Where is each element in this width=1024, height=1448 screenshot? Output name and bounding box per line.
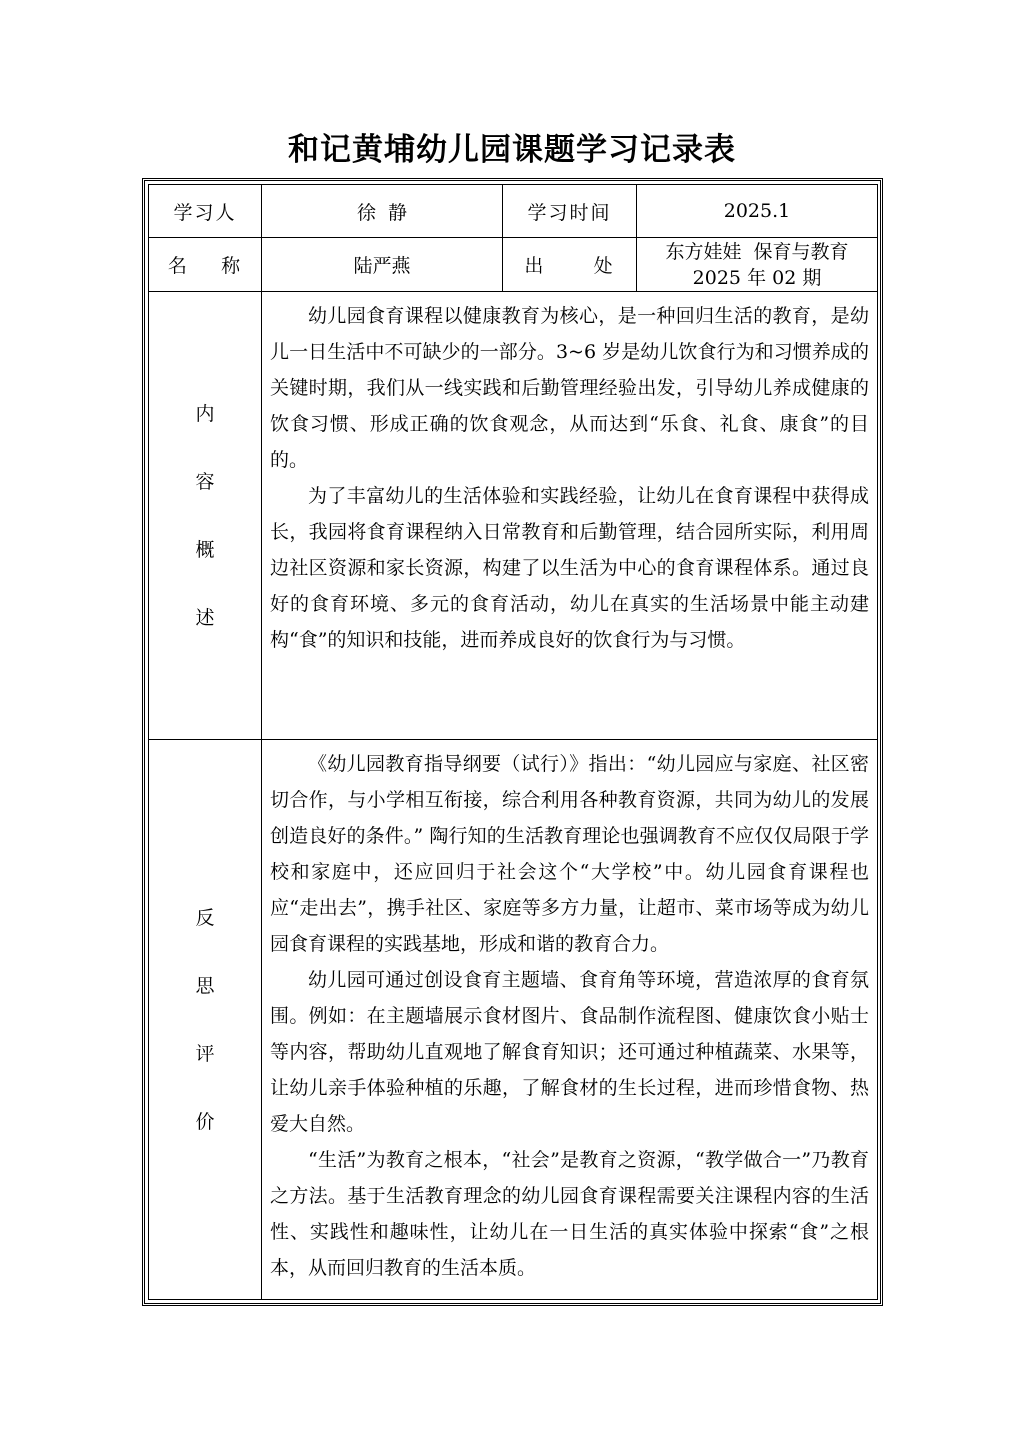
reflection-content xyxy=(262,740,878,1300)
reflection-label-char: 思 xyxy=(195,974,215,997)
row-learner xyxy=(149,185,878,238)
row-summary xyxy=(149,292,878,740)
summary-label-char: 容 xyxy=(195,470,215,493)
reflection-label-char: 评 xyxy=(195,1042,215,1065)
source-value xyxy=(637,238,878,292)
summary-paragraph: 幼儿园食育课程以健康教育为核心，是一种回归生活的教育，是幼儿一日生活中不可缺少的一部分。3~6 岁是幼儿饮食行为和习惯养成的关键时期，我们从一线实践和后勤管理经验出发，引导幼儿养成健康的饮食习惯、形成正确的饮食观念，从而达到“乐食、礼食、康食”的目的。 xyxy=(270,305,869,471)
name-label: 名 称 xyxy=(149,238,262,292)
summary-paragraph: 为了丰富幼儿的生活体验和实践经验，让幼儿在食育课程中获得成长，我园将食育课程纳入日常教育和后勤管理，结合园所实际，利用周边社区资源和家长资源，构建了以生活为中心的食育课程体系。通过良好的食育环境、多元的食育活动，幼儿在真实的生活场景中能主动建构“食”的知识和技能，进而养成良好的饮食行为与习惯。 xyxy=(270,485,869,651)
summary-label-char: 概 xyxy=(195,538,215,561)
page-title: 和记黄埔幼儿园课题学习记录表 xyxy=(288,132,736,168)
row-name-source xyxy=(149,238,878,292)
reflection-paragraph: 《幼儿园教育指导纲要（试行）》指出：“幼儿园应与家庭、社区密切合作，与小学相互衔接，综合利用各种教育资源，共同为幼儿的发展创造良好的条件。” 陶行知的生活教育理论也强调教育不应仅仅局限于学校和家庭中，还应回归于社会这个“大学校”中。幼儿园食育课程也应“走出去”，携手社区、家庭等多方力量，让超市、菜市场等成为幼儿园食育课程的实践基地，形成和谐的教育合力。 xyxy=(270,753,869,955)
record-table-frame xyxy=(142,178,883,1306)
study-time-value: 2025.1 xyxy=(637,185,878,238)
reflection-label xyxy=(149,740,262,1300)
reflection-label-char: 价 xyxy=(195,1110,215,1133)
source-line-2: 2025 年 02 期 xyxy=(692,266,822,289)
learner-label: 学习人 xyxy=(149,185,262,238)
name-value: 陆严燕 xyxy=(262,238,503,292)
study-time-label: 学习时间 xyxy=(503,185,637,238)
summary-label-char: 内 xyxy=(195,402,215,425)
reflection-paragraph: “生活”为教育之根本，“社会”是教育之资源，“教学做合一”乃教育之方法。基于生活教育理念的幼儿园食育课程需要关注课程内容的生活性、实践性和趣味性，让幼儿在一日生活的真实体验中探索“食”之根本，从而回归教育的生活本质。 xyxy=(270,1149,869,1279)
summary-label xyxy=(149,292,262,740)
learner-value: 徐 静 xyxy=(262,185,503,238)
record-table xyxy=(148,184,878,1300)
reflection-paragraph: 幼儿园可通过创设食育主题墙、食育角等环境，营造浓厚的食育氛围。例如：在主题墙展示食材图片、食品制作流程图、健康饮食小贴士等内容，帮助幼儿直观地了解食育知识；还可通过种植蔬菜、水果等，让幼儿亲手体验种植的乐趣，了解食材的生长过程，进而珍惜食物、热爱大自然。 xyxy=(270,969,869,1135)
row-reflection xyxy=(149,740,878,1300)
summary-label-char: 述 xyxy=(195,606,215,629)
source-line-1: 东方娃娃 保育与教育 xyxy=(665,240,849,263)
source-label: 出 处 xyxy=(503,238,637,292)
summary-content xyxy=(262,292,878,740)
reflection-label-char: 反 xyxy=(195,906,215,929)
